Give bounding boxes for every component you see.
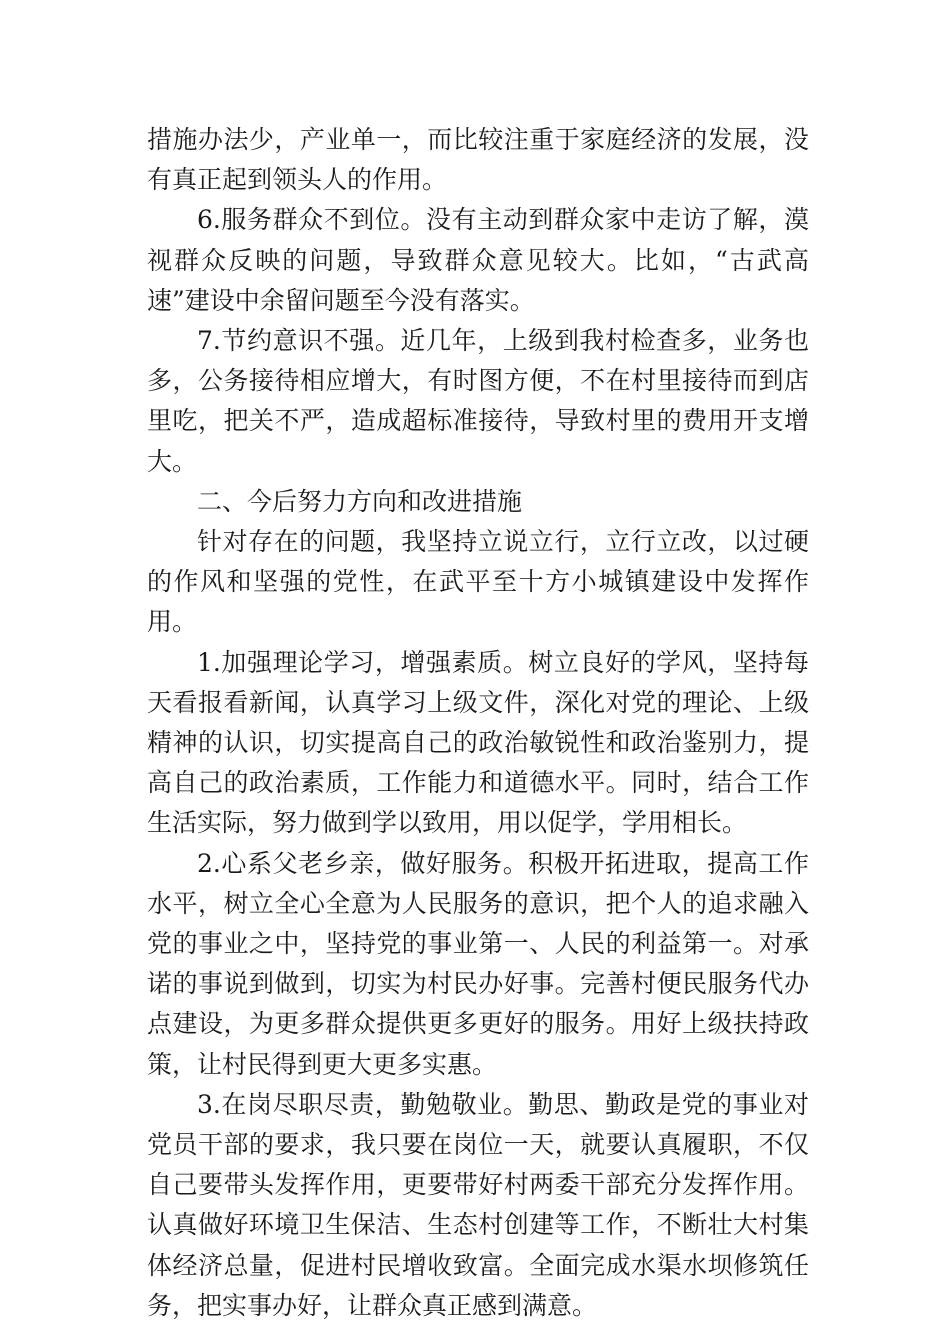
paragraph-measure-2: 2.心系父老乡亲，做好服务。积极开拓进取，提高工作水平，树立全心全意为人民服务的意识，把个人的追求融入党的事业之中，坚持党的事业第一、人民的利益第一。对承诺的事说到做到，切实为村民办好事。完善村便民服务代办点建设，为更多群众提供更多更好的服务。用好上级扶持政策，让村民得到更大更多实惠。 — [147, 848, 809, 1079]
section-heading: 二、今后努力方向和改进措施 — [197, 486, 523, 516]
paragraph-item-7: 7.节约意识不强。近几年，上级到我村检查多，业务也多，公务接待相应增大，有时图方便，不在村里接待而到店里吃，把关不严，造成超标准接待，导致村里的费用开支增大。 — [147, 326, 809, 476]
paragraph-item-6: 6.服务群众不到位。没有主动到群众家中走访了解，漠视群众反映的问题，导致群众意见较大。比如，“古武高速”建设中余留问题至今没有落实。 — [147, 205, 809, 315]
paragraph-measure-3: 3.在岗尽职尽责，勤勉敬业。勤思、勤政是党的事业对党员干部的要求，我只要在岗位一天，就要认真履职，不仅自己要带头发挥作用，更要带好村两委干部充分发挥作用。认真做好环境卫生保洁、生态村创建等工作，不断壮大村集体经济总量，促进村民增收致富。全面完成水渠水坝修筑任务，把实事办好，让群众真正感到满意。 — [147, 1089, 809, 1320]
document-body — [147, 120, 809, 1326]
paragraph-continuation: 措施办法少，产业单一，而比较注重于家庭经济的发展，没有真正起到领头人的作用。 — [147, 125, 809, 195]
paragraph-intro: 针对存在的问题，我坚持立说立行，立行立改，以过硬的作风和坚强的党性，在武平至十方小城镇建设中发挥作用。 — [147, 527, 809, 637]
paragraph-measure-1: 1.加强理论学习，增强素质。树立良好的学风，坚持每天看报看新闻，认真学习上级文件，深化对党的理论、上级精神的认识，切实提高自己的政治敏锐性和政治鉴别力，提高自己的政治素质，工作能力和道德水平。同时，结合工作生活实际，努力做到学以致用，用以促学，学用相长。 — [147, 647, 809, 838]
